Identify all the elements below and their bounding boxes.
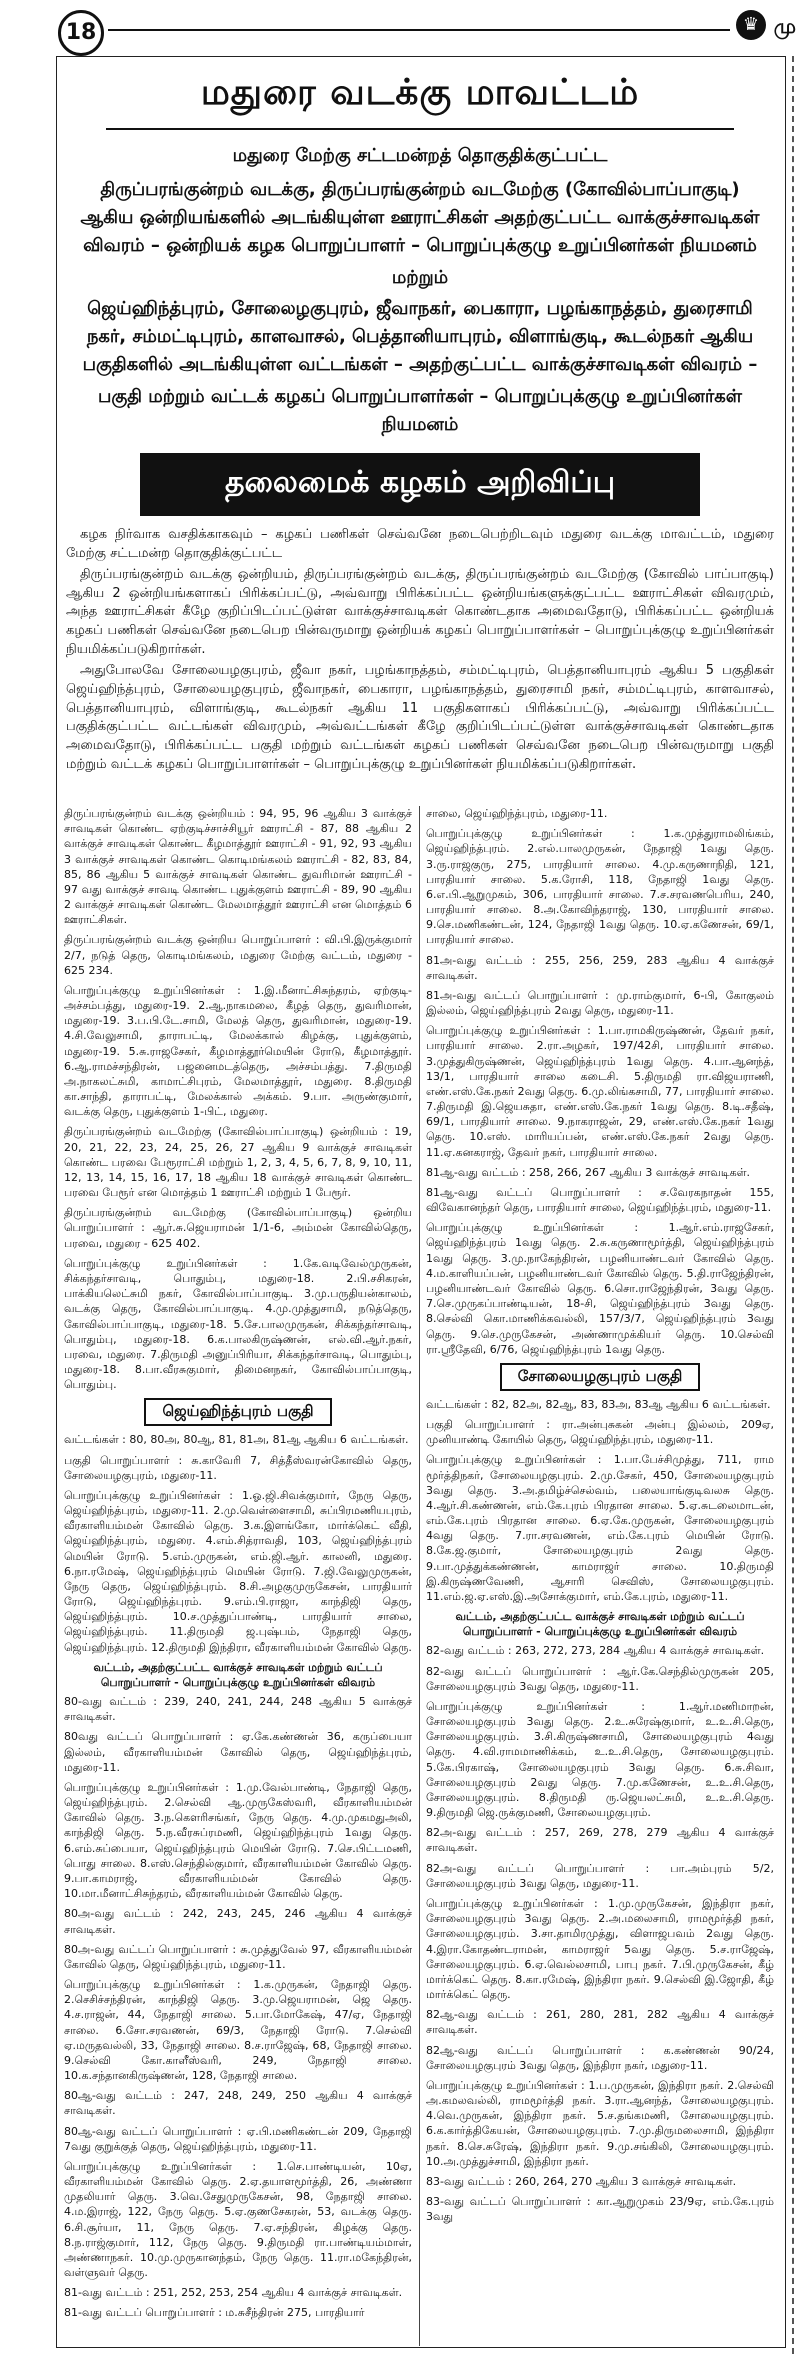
area-in-charge: பகுதி பொறுப்பாளர் : சு.காவேரி 7, சித்தீஸ்வரன்கோவில் தெரு, சோலையழகுபுரம், மதுரை-11. (64, 1453, 412, 1482)
party-logo-icon: ♛ (736, 10, 766, 40)
committee-members: பொறுப்புக்குழு உறுப்பினர்கள் : 1.ப.முருகன், இந்திரா நகர். 2.செல்வி அ.கமலவல்லி, ராமமூர்த்தி நகர். 3.ரா.ஆனந்த், சோலையழகுபுரம். 4.வெ.முருகன், இந்திரா நகர். 5.ச.தங்கமணி, சோலையழகுபுரம். 6.க.கார்த்திகேயன், சோலையழகுபுரம். 7.மு.திருமலைசாமி, இந்திரா நகர். 8.செ.சுரேஷ், இந்திரா நகர். 9.மு.சங்கிலி, சோலையழகுபுரம். 10.அ.முத்துச்சாமி, இந்திரா நகர். (426, 2078, 774, 2168)
ward-booths: 80அ-வது வட்டம் : 242, 243, 245, 246 ஆகிய 4 வாக்குச் சாவடிகள். (64, 1907, 412, 1936)
ward-in-charge: 80அ-வது வட்டப் பொறுப்பாளர் : சு.முத்துவேல் 97, வீரகாளியம்மன் கோவில் தெரு, ஜெய்ஹிந்த்புரம், மதுரை-11. (64, 1942, 412, 1971)
committee-members: பொறுப்புக்குழு உறுப்பினர்கள் : 1.க.முருகன், நேதாஜி தெரு. 2.செசிச்சந்திரன், காந்திஜி தெரு. 3.மு.ஜெயராமன், ஜெ தெரு. 4.ச.ராஜன், 44, நேதாஜி சாலை. 5.பா.மோகேஷ், 47/ஏ, நேதாஜி சாலை. 6.சோ.சரவணன், 69/3, நேதாஜி ரோடு. 7.செல்வி ஏ.மருதவல்லி, 33, நேதாஜி சாலை. 8.ச.ராஜேஷ், 68, நேதாஜி சாலை. 9.செல்வி கோ.காளீஸ்வரி, 249, நேதாஜி சாலை. 10.க.சந்தானகிருஷ்ணன், 128, நேதாஜி சாலை. (64, 1978, 412, 2083)
ward-booths: 80-வது வட்டம் : 239, 240, 241, 244, 248 ஆகிய 5 வாக்குச் சாவடிகள். (64, 1695, 412, 1724)
district-title: மதுரை வடக்கு மாவட்டம் (106, 66, 734, 130)
union-booths: திருப்பரங்குன்றம் வடக்கு ஒன்றியம் : 94, 95, 96 ஆகிய 3 வாக்குச் சாவடிகள் கொண்ட ஏற்குடிச்சாச்சியூர் ஊராட்சி - 87, 88 ஆகிய 2 வாக்குச் சாவடிகள் கொண்ட கீழமாத்தூர் ஊராட்சி - 91, 92, 93 ஆகிய 3 வாக்குச் சாவடிகள் கொண்ட கொடிமங்கலம் ஊராட்சி - 82, 83, 84, 85, 86 ஆகிய 5 வாக்குச் சாவடிகள் கொண்ட துவரிமான் ஊராட்சி - 97 வது வாக்குச் சாவடி கொண்ட புதுக்குளம் ஊராட்சி - 89, 90 ஆகிய 2 வாக்குச் சாவடிகள் கொண்ட மேலமாத்தூர் ஊராட்சி என மொத்தம் 6 ஊராட்சிகள். (64, 807, 412, 927)
subhead-4: ஜெய்ஹிந்த்புரம், சோலைழகுபுரம், ஜீவாநகர், பைகாரா, பழங்காநத்தம், துரைசாமி நகர், சம்மட்டிபுரம், காளவாசல், பெத்தானியாபுரம், விளாங்குடி, கூடல்நகர் ஆகிய பகுதிகளில் அடங்கியுள்ள வட்டங்கள் – அதற்குட்பட்ட வாக்குச்சாவடிகள் விவரம் – (82, 298, 758, 376)
union-in-charge: திருப்பரங்குன்றம் வடக்கு ஒன்றிய பொறுப்பாளர் : வி.பி.இருக்குமார் 2/7, நடுத் தெரு, கொடிமங்கலம், மதுரை மேற்கு வட்டம், மதுரை - 625 234. (64, 933, 412, 977)
ward-in-charge: 80வது வட்டப் பொறுப்பாளர் : ஏ.கே.கண்ணன் 36, கருப்பையா இல்லம், வீரகாளியம்மன் கோவில் தெரு, ஜெய்ஹிந்த்புரம், மதுரை-11. (64, 1730, 412, 1774)
ward-in-charge: 80ஆ-வது வட்டப் பொறுப்பாளர் : ஏ.பி.மணிகண்டன் 209, நேதாஜி 7வது குறுக்குத் தெரு, ஜெய்ஹிந்த்புரம், மதுரை-11. (64, 2124, 412, 2153)
ward-list: வட்டங்கள் : 82, 82அ, 82ஆ, 83, 83அ, 83ஆ ஆகிய 6 வட்டங்கள். (426, 1397, 771, 1411)
ward-in-charge: 82ஆ-வது வட்டப் பொறுப்பாளர் : க.கண்ணன் 90/24, சோலையழகுபுரம் 3வது தெரு, இந்திரா நகர், மதுரை-11. (426, 2043, 774, 2072)
committee-members: பொறுப்புக்குழு உறுப்பினர்கள் : 1.மு.முருகேசன், இந்திரா நகர், சோலையழகுபுரம் 3வது தெரு. 2.அ.மலைசாமி, ராமமூர்த்தி நகர், சோலையழகுபுரம். 3.சா.தாமிரமுத்து, விளாஜபவம் 2வது தெரு. 4.இரா.கோதண்டராமன், காமராஜர் 5வது தெரு. 5.ச.ராஜேஷ், சோலையழகுபுரம். 6.ஏ.வெல்லசாமி, பாபு நகர். 7.பி.முருகேசன், கீழ் மார்க்கெட் தெரு. 8.கா.ரமேஷ், இந்திரா நகர். 9.செல்வி இ.ஜோதி, கீழ் மார்க்கெட் தெரு. (426, 1897, 774, 2002)
intro-text (66, 526, 774, 777)
edge-text: மு (773, 14, 796, 38)
masthead (66, 66, 774, 516)
area-heading (426, 1363, 774, 1391)
ward-in-charge: 81அ-வது வட்டப் பொறுப்பாளர் : மு.ராம்குமார், 6-பி, கோகுலம் இல்லம், ஜெய்ஹிந்த்புரம் 2வது தெரு, மதுரை-11. (426, 988, 774, 1018)
ward-booths: 81ஆ-வது வட்டம் : 258, 266, 267 ஆகிய 3 வாக்குச் சாவடிகள். (426, 1165, 751, 1179)
page-number: 18 (58, 10, 104, 56)
area-heading (64, 1398, 412, 1426)
page-header (0, 0, 800, 56)
area-heading-label: ஜெய்ஹிந்த்புரம் பகுதி (144, 1398, 331, 1426)
ward-booths: 81-வது வட்டம் : 251, 252, 253, 254 ஆகிய 4 வாக்குச் சாவடிகள். (64, 2286, 403, 2300)
ward-in-charge: 82அ-வது வட்டப் பொறுப்பாளர் : பா.அம்புரம் 5/2, சோலையழகுபுரம் 3வது தெரு, மதுரை-11. (426, 1861, 774, 1890)
committee-members: பொறுப்புக்குழு உறுப்பினர்கள் : 1.ஆர்.எம்.ராஜசேகர், ஜெய்ஹிந்த்புரம் 1வது தெரு. 2.சு.கருணாமூர்த்தி, ஜெய்ஹிந்த்புரம் 1வது தெரு. 3.மு.நாகேந்திரன், பழனியாண்டவர் கோவில் தெரு. 4.ம.காளியப்பன், பழனியாண்டவர் கோவில் தெரு. 5.தி.ராஜேந்திரன், பழனியாண்டவர் கோவில் தெரு. 6.சொ.ராஜேந்திரன், 3வது தெரு. 7.செ.முருகப்பாண்டியன், 18-சி, ஜெய்ஹிந்த்புரம் 3வது தெரு. 8.செல்வி கொ.மாணிக்கவல்லி, 157/3/7, ஜெய்ஹிந்த்புரம் 3வது தெரு. 9.செ.முருகேசன், அண்ணாமுக்கியர் தெரு. 10.செல்வி ரா.ஸ்ரீதேவி, 6/76, ஜெய்ஹிந்த்புரம் 1வது தெரு. (426, 1221, 774, 1356)
ward-in-charge: 82-வது வட்டப் பொறுப்பாளர் : ஆர்.கே.செந்தில்முருகன் 205, சோலையழகுபுரம் 3வது தெரு, மதுரை-11. (426, 1664, 774, 1693)
ward-in-charge: 81-வது வட்டப் பொறுப்பாளர் : ம.சுசீந்திரன் 275, பாரதியார் (64, 2306, 365, 2320)
committee-members: பொறுப்புக்குழு உறுப்பினர்கள் : 1.மு.வேல்பாண்டி, நேதாஜி தெரு, ஜெய்ஹிந்த்புரம். 2.செல்வி ஆ.முருகேஸ்வரி, வீரகாளியம்மன் கோவில் தெரு. 3.ந.கௌரிசங்கர், நேரு தெரு. 4.மு.முகமதுஅலி, காந்திஜி தெரு. 5.ந.வீரசுப்ரமணி, ஜெய்ஹிந்த்புரம் 1வது தெரு. 6.எம்.சுப்பையா, ஜெய்ஹிந்த்புரம் மெயின் ரோடு. 7.செ.பிட்டமணி, பொது சாலை. 8.எஸ்.செந்தில்குமார், வீரகாளியம்மன் கோவில் தெரு. 9.பா.காமராஜ், வீரகாளியம்மன் கோவில் தெரு. 10.மா.மீனாட்சிசுந்தரம், வீரகாளியம்மன் கோவில் தெரு. (64, 1780, 412, 1901)
notice-columns (64, 806, 776, 2346)
right-column (426, 806, 774, 2229)
union-in-charge: திருப்பரங்குன்றம் வடமேற்கு (கோவில்பாப்பாகுடி) ஒன்றிய பொறுப்பாளர் : ஆர்.சு.ஜெயராமன் 1/1-6, அம்மன் கோவில்தெரு, பரவை, மதுரை - 625 402. (64, 1206, 412, 1250)
ward-booths: 82அ-வது வட்டம் : 257, 269, 278, 279 ஆகிய 4 வாக்குச் சாவடிகள். (426, 1826, 774, 1855)
ward-list: வட்டங்கள் : 80, 80அ, 80ஆ, 81, 81அ, 81ஆ ஆகிய 6 வட்டங்கள். (64, 1433, 409, 1447)
area-in-charge: பகுதி பொறுப்பாளர் : ரா.அன்புசுகன் அன்பு இல்லம், 209ஏ, முனியாண்டி கோயில் தெரு, ஜெய்ஹிந்த்புரம், மதுரை-11. (426, 1418, 774, 1447)
subhead-2: திருப்பரங்குன்றம் வடக்கு, திருப்பரங்குன்றம் வடமேற்கு (கோவில்பாப்பாகுடி) ஆகிய ஒன்றியங்களில் அடங்கியுள்ள ஊராட்சிகள் அதற்குட்பட்ட வாக்குச்சாவடிகள் விவரம் – ஒன்றியக் கழக பொறுப்பாளர் – பொறுப்புக்குழு உறுப்பினர்கள் நியமனம் (80, 178, 760, 256)
committee-members: பொறுப்புக்குழு உறுப்பினர்கள் : 1.கே.வடிவேல்முருகன், சிக்கந்தர்சாவடி, பொதும்பு, மதுரை-18. 2.பி.சசிகரன், பாக்கியலெட்சுமி நகர், கோவில்பாப்பாகுடி. 3.மு.பருதியன்காலம், வடக்கு தெரு, கோவில்பாப்பாகுடி. 4.மு.முத்துசாமி, நடுத்தெரு, கோவில்பாப்பாகுடி, மதுரை-18. 5.சே.பாலமுருகன், சிக்கந்தர்சாவடி, பொதும்பு, மதுரை-18. 6.க.பாலகிருஷ்ணன், எல்.வி.ஆர்.நகர், பரவை, மதுரை. 7.திருமதி அனுப்பிரியா, சிக்கந்தர்சாவடி, பொதும்பு, மதுரை-18. 8.பா.வீரசுகுமார், திமைனநகர், கோவில்பாப்பாகுடி, பொதும்பு. (64, 1256, 412, 1392)
ward-booths: 82ஆ-வது வட்டம் : 261, 280, 281, 282 ஆகிய 4 வாக்குச் சாவடிகள். (426, 2008, 774, 2037)
subhead-5: பகுதி மற்றும் வட்டக் கழகப் பொறுப்பாளர்கள் – பொறுப்புக்குழு உறுப்பினர்கள் நியமனம் (97, 386, 742, 436)
committee-members: பொறுப்புக்குழு உறுப்பினர்கள் : 1.செ.பாண்டியன், 10ஏ, வீரகாளியம்மன் கோவில் தெரு. 2.ஏ.தயாளமூர்த்தி, 26, அண்ணா முதலியார் தெரு. 3.வெ.சேதுமுருகேசன், 98, நேதாஜி சாலை. 4.ம.இராஜ், 122, நேரு தெரு. 5.ஏ.குணசேகரன், 53, வடக்கு தெரு. 6.சி.சூர்யா, 11, நேரு தெரு. 7.ஏ.சந்திரன், கிழக்கு தெரு. 8.ந.ராஜ்குமார், 112, நேரு தெரு. 9.திருமதி ரா.பாண்டியம்மாள், அண்ணாநகர். 10.மு.முருகானந்தம், நேரு தெரு. 11.ரா.மகேந்திரன், வள்ளுவர் தெரு. (64, 2159, 412, 2280)
announcement-banner: தலைமைக் கழகம் அறிவிப்பு (140, 453, 700, 516)
committee-members: பொறுப்புக்குழு உறுப்பினர்கள் : 1.ஆர்.மணிமாறன், சோலையழகுபுரம் 3வது தெரு. 2.உ.சுரேஷ்குமார், உ.உ.சி.தெரு, சோலையழகுபுரம். 3.சி.கிருஷ்ணசாமி, சோலையழகுபுரம் 4வது தெரு. 4.வி.ராமமாணிக்கம், உ.உ.சி.தெரு, சோலையழகுபுரம். 5.கே.பிரகாஷ், சோலையழகுபுரம் 3வது தெரு. 6.சு.சிவா, சோலையழகுபுரம் 2வது தெரு. 7.மு.கணேசன், உ.உ.சி.தெரு, சோலையழகுபுரம். 8.திருமதி ரு.ஜெயலட்சுமி, உ.உ.சி.தெரு. 9.திருமதி ஜெ.ருக்குமணி, சோலையழகுபுரம். (426, 1699, 774, 1820)
subhead-1: மதுரை மேற்கு சட்டமன்றத் தொகுதிக்குட்பட்ட (232, 145, 608, 166)
ward-in-charge: 81ஆ-வது வட்டப் பொறுப்பாளர் : ச.வேரகநாதன் 155, விவேகானந்தர் தெரு, பாரதியார் சாலை, ஜெய்ஹிந்த்புரம், மதுரை-11. (426, 1185, 774, 1215)
area-heading-label: சோலையழகுபுரம் பகுதி (500, 1363, 701, 1391)
intro-para-2: திருப்பரங்குன்றம் வடக்கு ஒன்றியம், திருப்பரங்குன்றம் வடக்கு, திருப்பரங்குன்றம் வடமேற்கு (கோவில் பாப்பாகுடி) ஆகிய 2 ஒன்றியங்களாகப் பிரிக்கப்பட்டு, அவ்வாறு பிரிக்கப்பட்ட ஒன்றியங்களுக்குட்பட்ட ஊராட்சிகள் விவரமும், அந்த ஊராட்சிகள் கீழே குறிப்பிடப்பட்டுள்ள வாக்குச்சாவடிகள் கொண்டதாக அமைவதோடு, பிரிக்கப்பட்ட ஒன்றியக் கழகப் பணிகள் செவ்வனே நடைபெற பின்வருமாறு ஒன்றியக் கழகப் பொறுப்பாளர்கள் – பொறுப்புக்குழு உறுப்பினர்கள் நியமிக்கப்படுகிறார்கள். (66, 566, 774, 658)
committee-members: பொறுப்புக்குழு உறுப்பினர்கள் : 1.க.முத்துராமலிங்கம், ஜெய்ஹிந்த்புரம். 2.எல்.பாலமுருகன், நேதாஜி 1வது தெரு. 3.ரு.ராஜகுரு, 275, பாரதியார் சாலை. 4.மு.கருணாநிதி, 121, பாரதியார் சாலை. 5.க.ரோசி, 118, நேதாஜி 1வது தெரு. 6.எ.பி.ஆறுமுகம், 306, பாரதியார் சாலை. 7.ச.சரவணபெரிய, 240, பாரதியார் சாலை. 8.அ.கோவிந்தராஜ், 130, பாரதியார் சாலை. 9.செ.மணிகண்டன், 124, நேதாஜி 1வது தெரு. 10.ஏ.கணேசன், 69/1, பாரதியார் சாலை. (426, 827, 774, 947)
committee-members: பொறுப்புக்குழு உறுப்பினர்கள் : 1.பா.பேச்சிமுத்து, 711, ராம மூர்த்திநகர், சோலையழகுபுரம். 2.மு.சேகர், 450, சோலையழகுபுரம் 3வது தெரு. 3.அ.தமிழ்ச்செல்வம், பலையாங்குடிவலசு தெரு. 4.ஆர்.சி.கண்ணன், எம்.கே.புரம் பிரதான சாலை. 5.ஏ.சுடலைமாடன், எம்.கே.புரம் பிரதான சாலை. 6.ஏ.கே.முருகன், சோலையழகுபுரம் 4வது தெரு. 7.ரா.சரவணன், எம்.கே.புரம் மெயின் ரோடு. 8.கே.ஜ.குமார், சோலையழகுபுரம் 2வது தெரு. 9.பா.முத்துக்கண்ணன், காமராஜர் சாலை. 10.திருமதி இ.கிருஷ்ணவேணி, ஆசாரி செவிஸ், சோலையழகுபுரம். 11.எம்.ஜ.ஏ.எஸ்.இ.அசோக்குமார், எம்.கே.புரம், மதுரை-11. (426, 1453, 774, 1603)
ward-in-charge: 83-வது வட்டப் பொறுப்பாளர் : கா.ஆறுமுகம் 23/9ஏ, எம்.கே.புரம் 3வது (426, 2195, 774, 2224)
section-heading: வட்டம், அதற்குட்பட்ட வாக்குச் சாவடிகள் மற்றும் வட்டப் பொறுப்பாளர் - பொறுப்புக்குழு உறுப்பினர்கள் விவரம் (93, 1660, 383, 1689)
ward-booths: 82-வது வட்டம் : 263, 272, 273, 284 ஆகிய 4 வாக்குச் சாவடிகள். (426, 1644, 765, 1658)
cut-line (792, 56, 794, 2354)
column-divider (419, 806, 420, 2346)
ward-booths: 81அ-வது வட்டம் : 255, 256, 259, 283 ஆகிய 4 வாக்குச் சாவடிகள். (426, 953, 774, 982)
committee-members: பொறுப்புக்குழு உறுப்பினர்கள் : 1.பா.ராமகிருஷ்ணன், தேவர் நகர், பாரதியார் சாலை. 2.ரா.அழகர், 197/42சி, பாரதியார் சாலை. 3.முத்துகிருஷ்ணன், ஜெய்ஹிந்த்புரம் 1வது தெரு. 4.பா.ஆனந்த், 13/1, பாரதியார் சாலை கடைசி. 5.திருமதி ரா.விஜயராணி, எண்.எஸ்.கே.நகர் 2வது தெரு. 6.மு.லிங்கசாமி, 77, பாரதியார் சாலை. 7.திருமதி இ.ஜெயசுதா, எண்.எஸ்.கே.நகர் 1வது தெரு. 8.டி.சதீஷ், 69/1, பாரதியார் சாலை. 9.நாகராஜன், 29, எண்.எஸ்.கே.நகர் 1வது தெரு. 10.எஸ். மாரியப்பன், எண்.எஸ்.கே.நகர் 2வது தெரு. 11.ஏ.கனகராஜ், தேவர் நகர், பாரதியார் சாலை. (426, 1024, 774, 1159)
committee-members: பொறுப்புக்குழு உறுப்பினர்கள் : 1.ஓ.ஜி.சிவக்குமார், நேரு தெரு, ஜெய்ஹிந்த்புரம், மதுரை-11. 2.மு.வெள்ளைசாமி, சுப்பிரமணியபுரம், வீரகாளியம்மன் கோவில் தெரு. 3.க.இளங்கோ, மார்க்கெட் வீதி, ஜெய்ஹிந்த்புரம், மதுரை. 4.எம்.சித்ராவதி, 103, ஜெய்ஹிந்த்புரம் மெயின் ரோடு. 5.எம்.முருகன், எம்.ஜி.ஆர். காலனி, மதுரை. 6.நா.ரமேஷ், ஜெய்ஹிந்த்புரம் மெயின் ரோடு. 7.ஜி.வேலுமுருகன், நேரு தெரு, ஜெய்ஹிந்த்புரம். 8.சி.அழகுமுருகேசன், பாரதியார் ரோடு, ஜெய்ஹிந்த்புரம். 9.எம்.பி.ராஜா, காந்திஜி தெரு, ஜெய்ஹிந்த்புரம். 10.ச.முத்துப்பாண்டி, பாரதியார் சாலை, ஜெய்ஹிந்த்புரம். 11.திருமதி ஜ.புஷ்பம், நேதாஜி தெரு, ஜெய்ஹிந்த்புரம். 12.திருமதி இந்திரா, வீரகாளியம்மன் கோவில் தெரு. (64, 1488, 412, 1654)
ward-booths: 80ஆ-வது வட்டம் : 247, 248, 249, 250 ஆகிய 4 வாக்குச் சாவடிகள். (64, 2089, 412, 2118)
subhead-3: மற்றும் (391, 266, 449, 288)
header-rule (108, 29, 730, 31)
left-column (64, 806, 412, 2326)
committee-members: பொறுப்புக்குழு உறுப்பினர்கள் : 1.இ.மீனாட்சிசுந்தரம், ஏற்குடி-அச்சம்பத்து, மதுரை-19. 2.ஆ.நாகமலை, கீழத் தெரு, துவரிமான், மதுரை-19. 3.ப.பி.டே.சாமி, மேலத் தெரு, துவரிமான், மதுரை-19. 4.சி.வேலுசாமி, தாராபட்டி, மேலக்கால் கிழக்கு, புதுக்குளம், மதுரை-19. 5.சு.ராஜசேகர், கீழமாத்தூர்மெயின் ரோடு, கீழமாத்தூர். 6.ஆ.ராமச்சந்திரன், பஜனைமடத்தெரு, அச்சம்பத்து. 7.திருமதி அ.நாகலட்சுமி, காமாட்சிபுரம், மேலமாத்தூர், மதுரை. 8.திருமதி கா.சாந்தி, தாராபட்டி, மேலக்கால் அக்கம். 9.பா. அருண்குமார், வடக்கு தெரு, புதுக்குளம் 1-பிட், மதுரை. (64, 983, 412, 1119)
ward-booths: 83-வது வட்டம் : 260, 264, 270 ஆகிய 3 வாக்குச் சாவடிகள். (426, 2174, 737, 2188)
intro-para-1: கழக நிர்வாக வசதிக்காகவும் – கழகப் பணிகள் செவ்வனே நடைபெற்றிடவும் மதுரை வடக்கு மாவட்டம், மதுரை மேற்கு சட்டமன்ற தொகுதிக்குட்பட்ட (66, 527, 774, 561)
intro-para-3: அதுபோலவே சோலையழகுபுரம், ஜீவா நகர், பழங்காநத்தம், சம்மட்டிபுரம், பெத்தானியாபுரம் ஆகிய 5 பகுதிகள் ஜெய்ஹிந்த்புரம், சோலையழகுபுரம், ஜீவாநகர், பைகாரா, பழங்காநத்தம், துரைசாமி நகர், சம்மட்டிபுரம், காளவாசல், பெத்தானியாபுரம், விளாங்குடி, கூடல்நகர் ஆகிய 11 பகுதிகளாகப் பிரிக்கப்பட்டு, அவ்வாறு பிரிக்கப்பட்ட பகுதிக்குட்பட்ட வட்டங்கள் விவரமும், அவ்வட்டங்கள் கீழே குறிப்பிடப்பட்டுள்ள வாக்குச்சாவடிகள் கொண்டதாக அமைவதோடு, பிரிக்கப்பட்ட பகுதி மற்றும் வட்டங்கள் கழகப் பணிகள் செவ்வனே நடைபெற பின்வருமாறு பகுதி மற்றும் வட்டக் கழகப் பொறுப்பாளர்கள் – பொறுப்புக்குழு உறுப்பினர்கள் நியமிக்கப்படுகிறார்கள். (66, 662, 774, 773)
section-heading: வட்டம், அதற்குட்பட்ட வாக்குச் சாவடிகள் மற்றும் வட்டப் பொறுப்பாளர் - பொறுப்புக்குழு உறுப்பினர்கள் விவரம் (455, 1610, 745, 1639)
address-continued: சாலை, ஜெய்ஹிந்த்புரம், மதுரை-11. (426, 807, 608, 820)
union-booths: திருப்பரங்குன்றம் வடமேற்கு (கோவில்பாப்பாகுடி) ஒன்றியம் : 19, 20, 21, 22, 23, 24, 25, 26, 27 ஆகிய 9 வாக்குச் சாவடிகள் கொண்ட பரவை பேரூராட்சி மற்றும் 1, 2, 3, 4, 5, 6, 7, 8, 9, 10, 11, 12, 13, 14, 15, 16, 17, 18 ஆகிய 18 வாக்குச் சாவடிகள் கொண்ட பரவை பேரூர் என மொத்தம் 1 ஊராட்சி மற்றும் 1 பேரூர். (64, 1125, 412, 1200)
